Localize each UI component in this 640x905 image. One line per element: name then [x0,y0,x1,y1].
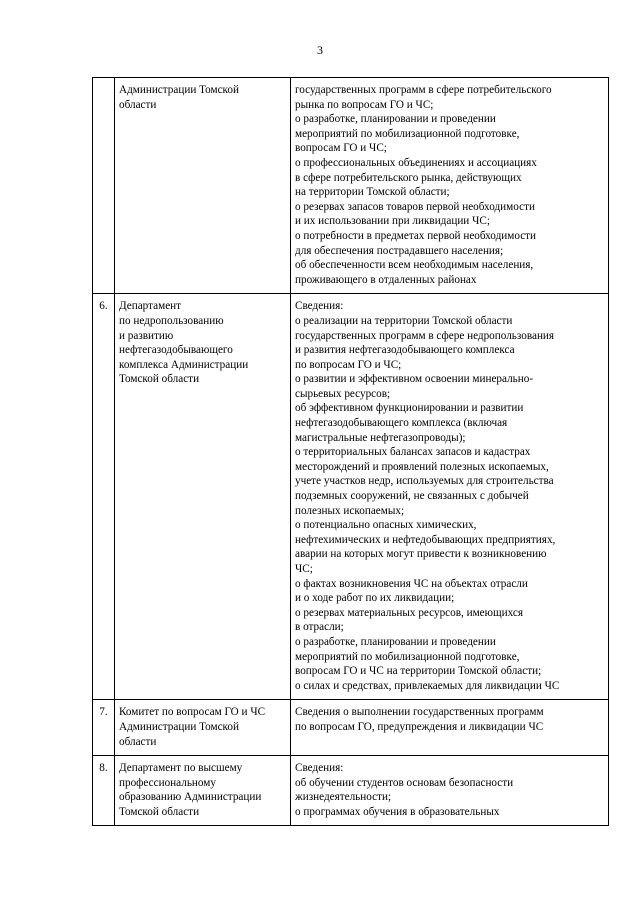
organization-cell [115,756,291,825]
information-line: вопросам ГО и ЧС; [295,142,387,155]
information-line: о силах и средствах, привлекаемых для ликвидации ЧС [295,679,560,692]
row-number: 6. [93,294,115,700]
information-cell [291,756,609,825]
information-line: на территории Томской области; [295,186,450,199]
information-line: Сведения о выполнении государственных программ [295,706,544,719]
information-line: Сведения: [295,762,344,775]
information-line: в сфере потребительского рынка, действующих [295,171,522,184]
table-row [93,756,609,825]
organization-line: комплекса Администрации [119,358,249,371]
organization-cell [115,700,291,756]
organization-line: и развитию [119,329,174,342]
organization-line: Томской области [119,373,200,386]
information-line: о фактах возникновения ЧС на объектах отрасли [295,577,528,590]
row-number: 7. [93,700,115,756]
information-line: о профессиональных объединениях и ассоциациях [295,156,537,169]
information-line: о программах обучения в образовательных [295,805,500,818]
information-line: аварии на которых могут привести к возникновению [295,548,547,561]
data-table [92,77,609,826]
organization-cell [115,294,291,700]
row-number: 8. [93,756,115,825]
information-line: и развития нефтегазодобывающего комплекса [295,344,515,357]
information-line: о развитии и эффективном освоении минерально- [295,373,534,386]
organization-line: профессиональному [119,776,216,789]
information-line: учете участков недр, используемых для строительства [295,475,554,488]
information-line: об обеспеченности всем необходимым населения, [295,259,534,272]
organization-line: Администрации Томской [119,84,239,96]
information-line: о разработке, планировании и проведении [295,113,496,126]
organization-line: Томской области [119,805,200,818]
information-line: полезных ископаемых; [295,504,405,517]
information-line: сырьевых ресурсов; [295,387,391,400]
organization-line: Администрации Томской [119,720,239,733]
organization-line: нефтегазодобывающего [119,344,233,357]
information-line: проживающего в отдаленных районах [295,273,477,286]
table-row [93,294,609,700]
organization-line: области [119,98,157,111]
information-line: жизнедеятельности; [295,791,392,804]
organization-line: Департамент по высшему [119,762,243,775]
information-line: по вопросам ГО, предупреждения и ликвидации ЧС [295,720,544,733]
information-line: об обучении студентов основам безопасности [295,776,514,789]
organization-line: по недропользованию [119,314,224,327]
table-row [93,700,609,756]
information-line: Сведения: [295,300,344,313]
table-row [93,78,609,294]
information-line: о потенциально опасных химических, [295,519,477,532]
table-body [93,78,609,826]
organization-line: образованию Администрации [119,791,262,804]
information-line: мероприятий по мобилизационной подготовке, [295,127,520,140]
information-line: в отрасли; [295,621,344,634]
information-line: мероприятий по мобилизационной подготовке, [295,650,520,663]
page-number: 3 [317,43,323,57]
information-line: нефтехимических и нефтедобывающих предприятиях, [295,533,556,546]
information-line: ЧС; [295,563,313,575]
information-line: нефтегазодобывающего комплекса (включая [295,417,508,430]
information-line: подземных сооружений, не связанных с добычей [295,490,529,503]
information-line: государственных программ в сфере недропользования [295,329,555,342]
organization-cell [115,78,291,294]
information-line: о потребности в предметах первой необходимости [295,229,537,242]
information-line: месторождений и проявлений полезных ископаемых, [295,460,549,473]
information-line: и о ходе работ по их ликвидации; [295,592,455,605]
information-line: рынка по вопросам ГО и ЧС; [295,98,434,111]
information-cell [291,78,609,294]
organization-line: Департамент [119,300,182,313]
information-line: о резервах запасов товаров первой необходимости [295,200,535,213]
information-line: государственных программ в сфере потребительского [295,84,552,96]
information-line: магистральные нефтегазопроводы); [295,431,466,444]
information-cell [291,294,609,700]
information-line: и их использовании при ликвидации ЧС; [295,215,490,228]
information-line: о разработке, планировании и проведении [295,635,496,648]
information-cell [291,700,609,756]
organization-line: Комитет по вопросам ГО и ЧС [119,706,266,719]
organization-line: области [119,735,157,748]
row-number [93,78,115,294]
information-line: о территориальных балансах запасов и кадастрах [295,446,531,459]
information-line: по вопросам ГО и ЧС; [295,358,402,371]
information-line: о резервах материальных ресурсов, имеющихся [295,606,523,619]
information-line: для обеспечения пострадавшего населения; [295,244,504,257]
information-line: о реализации на территории Томской области [295,314,513,327]
information-line: об эффективном функционировании и развитии [295,402,524,415]
information-line: вопросам ГО и ЧС на территории Томской области; [295,665,542,678]
